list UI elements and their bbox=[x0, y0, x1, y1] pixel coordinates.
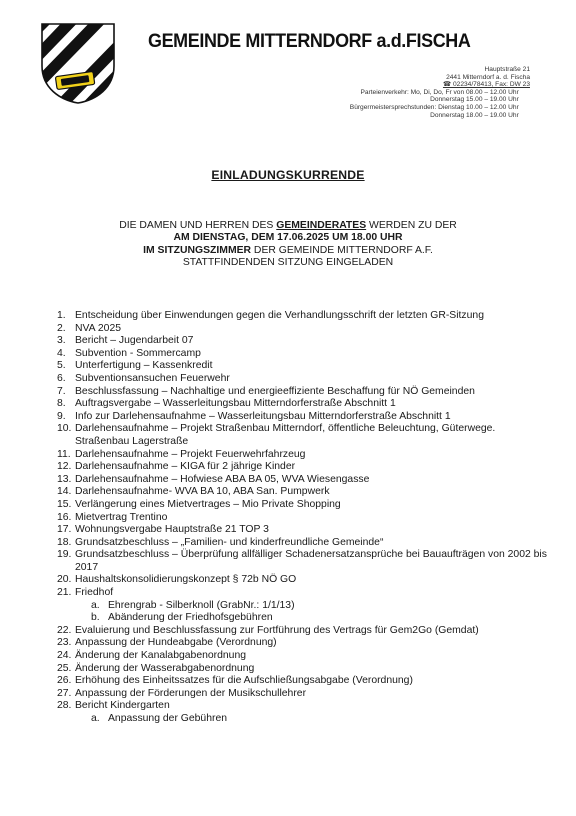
office-hours-row bbox=[270, 89, 530, 97]
agenda-item-text: Grundsatzbeschluss – „Familien- und kinderfreundliche Gemeinde“ bbox=[75, 536, 384, 548]
agenda-item-text: Entscheidung über Einwendungen gegen die Verhandlungsschrift der letzten GR-Sitzung bbox=[75, 310, 484, 321]
agenda-item bbox=[57, 625, 547, 638]
meeting-date: AM DIENSTAG, DEM 17.06.2025 UM 18.00 UHR bbox=[173, 232, 403, 244]
agenda-item-text: Verlängerung eines Mietvertrages – Mio Private Shopping bbox=[75, 498, 341, 510]
agenda-item-number: 6. bbox=[57, 372, 66, 384]
mayor-hours-row bbox=[270, 104, 530, 112]
agenda-item bbox=[57, 549, 547, 574]
agenda-item-number: 5. bbox=[57, 360, 66, 372]
agenda-item-number: 12. bbox=[57, 461, 72, 473]
agenda-item-number: 14. bbox=[57, 486, 72, 498]
invitation-intro bbox=[0, 220, 576, 269]
agenda-item-number: 18. bbox=[57, 536, 72, 548]
agenda-item bbox=[57, 512, 547, 525]
agenda-subitem-text: Anpassung der Gebühren bbox=[108, 713, 228, 724]
agenda-item bbox=[57, 587, 547, 600]
agenda-item-text: Darlehensaufnahme – KIGA für 2 jährige Kinder bbox=[75, 461, 296, 473]
agenda-item bbox=[57, 650, 547, 663]
mayor-hours-time: 18.00 – 19.00 Uhr bbox=[466, 111, 519, 119]
agenda-item-text: Darlehensaufnahme – Projekt Straßenbau Mitterndorf, öffentliche Beleuchtung, Güterwege. Straßenbau Lagerstraße bbox=[75, 423, 496, 447]
agenda-item-number: 21. bbox=[57, 587, 72, 599]
office-hours-time: 15.00 – 19.00 Uhr bbox=[466, 96, 519, 104]
mayor-hours-time: 10.00 – 12.00 Uhr bbox=[466, 103, 519, 111]
agenda-item bbox=[57, 449, 547, 462]
agenda-item-text: Anpassung der Hundeabgabe (Verordnung) bbox=[75, 637, 277, 649]
address-street: Hauptstraße 21 bbox=[484, 66, 530, 73]
agenda-item bbox=[57, 411, 547, 424]
intro-text: WERDEN ZU DER bbox=[366, 220, 457, 231]
intro-line-4: STATTFINDENDEN SITZUNG EINGELADEN bbox=[182, 256, 394, 268]
agenda-item-number: 7. bbox=[57, 385, 66, 397]
agenda-item-number: 26. bbox=[57, 675, 72, 687]
agenda-item bbox=[57, 386, 547, 399]
office-hours-time: 08.00 – 12.00 Uhr bbox=[466, 88, 519, 96]
agenda-item-text: Darlehensaufnahme- WVA BA 10, ABA San. Pumpwerk bbox=[75, 486, 330, 498]
agenda-item-text: Friedhof bbox=[75, 587, 114, 599]
agenda-item-number: 17. bbox=[57, 524, 72, 536]
agenda-subitem-letter: a. bbox=[91, 599, 100, 611]
agenda-item-number: 24. bbox=[57, 650, 72, 662]
agenda-item-text: Bericht Kindergarten bbox=[75, 700, 170, 712]
agenda-item bbox=[57, 461, 547, 474]
agenda-item-number: 19. bbox=[57, 549, 72, 561]
agenda-item-text: Bericht – Jugendarbeit 07 bbox=[75, 335, 194, 347]
municipal-crest-icon bbox=[40, 22, 116, 104]
agenda-item-number: 25. bbox=[57, 662, 72, 674]
agenda-item bbox=[57, 474, 547, 487]
meeting-room: IM SITZUNGSZIMMER bbox=[143, 244, 252, 256]
agenda-list bbox=[57, 310, 547, 726]
agenda-item bbox=[57, 700, 547, 713]
agenda-item-number: 23. bbox=[57, 637, 72, 649]
agenda-item-number: 10. bbox=[57, 423, 72, 435]
contact-block bbox=[270, 66, 530, 119]
agenda-item-text: Unterfertigung – Kassenkredit bbox=[75, 360, 213, 372]
agenda-item-text: Anpassung der Förderungen der Musikschullehrer bbox=[75, 687, 307, 699]
agenda-subitem-letter: a. bbox=[91, 713, 100, 724]
agenda-item-number: 20. bbox=[57, 574, 72, 586]
intro-text: DIE DAMEN UND HERREN DES bbox=[119, 220, 277, 231]
agenda-item bbox=[57, 423, 547, 448]
mayor-hours-row bbox=[270, 112, 530, 120]
address-phone: ☎ 02234/78413, Fax: DW 23 bbox=[442, 81, 530, 89]
agenda-item-text: Grundsatzbeschluss – Überprüfung allfälliger Schadenersatzansprüche bei Bauaufträgen von 2002 bis 2017 bbox=[75, 549, 547, 573]
agenda-item bbox=[57, 323, 547, 336]
agenda-item bbox=[57, 675, 547, 688]
agenda-item bbox=[57, 524, 547, 537]
agenda-item-text: Haushaltskonsolidierungskonzept § 72b NÖ GO bbox=[75, 574, 297, 586]
agenda-item-number: 8. bbox=[57, 398, 66, 410]
municipality-title: GEMEINDE MITTERNDORF a.d.FISCHA bbox=[148, 30, 471, 52]
agenda-item bbox=[57, 574, 547, 587]
mayor-hours-label: Bürgermeistersprechstunden: Dienstag bbox=[349, 103, 465, 111]
agenda-item bbox=[57, 663, 547, 676]
agenda-item-text: NVA 2025 bbox=[75, 322, 122, 334]
agenda-item-text: Subvention - Sommercamp bbox=[75, 347, 201, 359]
agenda-subitem-letter: b. bbox=[91, 612, 100, 624]
agenda-subitem bbox=[57, 713, 547, 726]
agenda-item bbox=[57, 335, 547, 348]
agenda-item-number: 2. bbox=[57, 322, 66, 334]
intro-line-1 bbox=[0, 220, 576, 232]
agenda-item-number: 11. bbox=[57, 448, 71, 460]
intro-council: GEMEINDERATES bbox=[276, 220, 367, 231]
agenda-item-number: 9. bbox=[57, 410, 66, 422]
document-heading: EINLADUNGSKURRENDE bbox=[211, 168, 365, 182]
office-hours-label: Parteienverkehr: Mo, Di, Do, Fr von bbox=[360, 88, 465, 96]
agenda-item-number: 16. bbox=[57, 511, 72, 523]
intro-line-2 bbox=[0, 232, 576, 244]
agenda-item bbox=[57, 688, 547, 701]
address-city: 2441 Mitterndorf a. d. Fischa bbox=[446, 73, 530, 81]
agenda-item-number: 13. bbox=[57, 473, 72, 485]
agenda-item-text: Erhöhung des Einheitssatzes für die Aufschließungsabgabe (Verordnung) bbox=[75, 675, 413, 687]
agenda-item bbox=[57, 348, 547, 361]
agenda-subitem bbox=[57, 600, 547, 613]
agenda-item-text: Info zur Darlehensaufnahme – Wasserleitungsbau Mitterndorferstraße Abschnitt 1 bbox=[75, 410, 451, 422]
agenda-item-text: Änderung der Wasserabgabenordnung bbox=[75, 662, 255, 674]
intro-text: DER GEMEINDE MITTERNDORF A.F. bbox=[251, 244, 433, 256]
agenda-subitem bbox=[57, 612, 547, 625]
agenda-subitem-text: Ehrengrab - Silberknoll (GrabNr.: 1/1/13) bbox=[108, 599, 295, 611]
agenda-item-number: 22. bbox=[57, 624, 72, 636]
agenda-item-text: Beschlussfassung – Nachhaltige und energieeffiziente Beschaffung für NÖ Gemeinden bbox=[75, 385, 475, 397]
agenda-item bbox=[57, 637, 547, 650]
office-hours-row bbox=[270, 96, 530, 104]
agenda-item-number: 15. bbox=[57, 498, 72, 510]
agenda-item bbox=[57, 360, 547, 373]
agenda-subitem-text: Abänderung der Friedhofsgebühren bbox=[108, 612, 273, 624]
agenda-item-text: Mietvertrag Trentino bbox=[75, 511, 168, 523]
agenda-item-text: Darlehensaufnahme – Hofwiese ABA BA 05, WVA Wiesengasse bbox=[75, 473, 370, 485]
intro-line-3 bbox=[0, 245, 576, 257]
agenda-item-number: 28. bbox=[57, 700, 72, 712]
office-hours-label: Donnerstag bbox=[430, 96, 465, 104]
agenda-item-text: Evaluierung und Beschlussfassung zur Fortführung des Vertrags für Gem2Go (Gemdat) bbox=[75, 624, 479, 636]
agenda-item-number: 3. bbox=[57, 335, 66, 347]
agenda-item-number: 27. bbox=[57, 687, 72, 699]
agenda-item-text: Auftragsvergabe – Wasserleitungsbau Mitterndorferstraße Abschnitt 1 bbox=[75, 398, 396, 410]
agenda-item-text: Änderung der Kanalabgabenordnung bbox=[75, 650, 247, 662]
agenda-item-text: Darlehensaufnahme – Projekt Feuerwehrfahrzeug bbox=[75, 448, 306, 460]
agenda-item-number: 4. bbox=[57, 347, 66, 359]
agenda-item-text: Wohnungsvergabe Hauptstraße 21 TOP 3 bbox=[75, 524, 269, 536]
agenda-item bbox=[57, 486, 547, 499]
agenda-item bbox=[57, 310, 547, 323]
agenda-item bbox=[57, 398, 547, 411]
agenda-item bbox=[57, 537, 547, 550]
agenda-item bbox=[57, 373, 547, 386]
agenda-item-text: Subventionsansuchen Feuerwehr bbox=[75, 372, 230, 384]
agenda-item-number: 1. bbox=[57, 310, 66, 321]
mayor-hours-label: Donnerstag bbox=[430, 111, 465, 119]
agenda-item bbox=[57, 499, 547, 512]
